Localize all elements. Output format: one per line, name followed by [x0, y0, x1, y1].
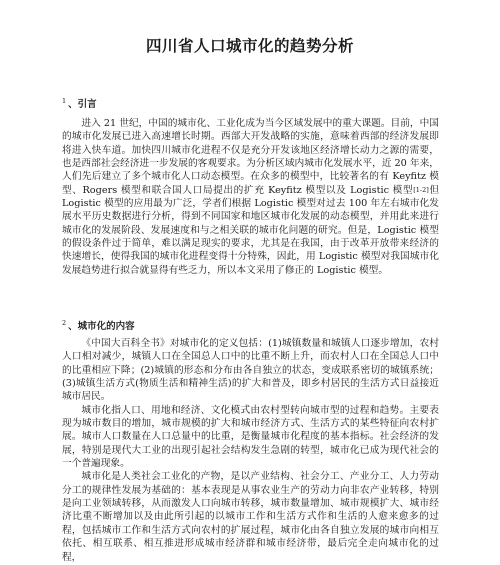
paragraph-text: 但 Logistic 模型的应用最为广泛，学者们根据 Logistic 模型对过去 100 年左右城市化发展水平历史数据进行分析，得到不同国家和地区城市化发展的动态模型，并用此来进行城市化的发展阶段、发展速度和与之相关联的城市化问题的研究。但是，Logistic 模型的假设条件过于简单，难以满足现实的要求，尤其是在我国，由于改革开放带来经济的快速增长，使得我国的城市化进程变得十分特殊，因此，用 Logistic 模型对我国城市化发展趋势进行拟合就显得有些乏力，所以本文采用了修正的 Logistic 模型。: [62, 184, 440, 276]
paragraph: 城市化指人口、用地和经济、文化模式由农村型转向城市型的过程和趋势。主要表现为城市数目的增加，城市规模的扩大和城市经济方式、生活方式的某些特征向农村扩展。城市人口数量在人口总量中的比重，是衡量城市化程度的基本指标。社会经济的发展，特别是现代大工业的出现引起社会结构发生急剧的转型，城市化已成为现代社会的一个普遍现象。: [62, 404, 439, 470]
section-number: 2: [62, 319, 67, 327]
section-heading-introduction: [62, 96, 97, 110]
paragraph: 城市化是人类社会工业化的产物，是以产业结构、社会分工、产业分工、人力劳动分工的规律性发展为基础的：基本表现是从事农业生产的劳动力向非农产业转移，特别是向工业领域转移，从而激发人口向城市转移，城市数量增加、城市规模扩大、城市经济比重不断增加以及由此所引起的以城市工作和生活方式作和生活的人愈来愈多的过程，包括城市工作和生活方式向农村的扩展过程，城市化由各自独立发展的城市向相互依托、相互联系、相互推进形成城市经济群和城市经济带，最后完全走向城市化的过程，: [62, 471, 439, 563]
section-heading-text: 、城市化的内容: [68, 321, 135, 332]
paragraph: 《中国大百科全书》对城市化的定义包括：(1)城镇数量和城镇人口逐步增加，农村人口相对减少，城镇人口在全国总人口中的比重不断上升，而农村人口在全国总人口中的比重相应下降；(2)城镇的形态和分布由各自独立的状态，变成联系密切的城镇系统；(3)城镇生活方式(物质生活和精神生活)的扩大和普及，即乡村居民的生活方式日益接近城市居民。: [62, 338, 439, 403]
citation-reference: [1-2]: [413, 185, 429, 194]
section-number: 1: [62, 97, 67, 105]
section-body-introduction: [62, 117, 439, 277]
paper-title: 四川省人口城市化的趋势分析: [145, 36, 354, 55]
section-heading-text: 、引言: [68, 99, 97, 110]
paragraph-text: 进入 21 世纪，中国的城市化、工业化成为当今区域发展中的重大课题。目前，中国的城市化发展已进入高速增长时期。西部大开发战略的实施，意味着西部的经济发展即将进入快车道。加快四川城市化进程不仅是充分开发该地区经济增长动力之源的需要，也是西部社会经济进一步发展的客观要求。为分析区域内城市化发展水平，近 20 年来，人们先后建立了多个城市化人口动态模型。在众多的模型中，比较著名的有 Keyfitz 模型、Rogers 模型和联合国人口局提出的扩充 Keyfitz 模型以及 Logistic 模型: [62, 118, 439, 196]
section-heading-urbanization-content: [62, 318, 135, 332]
paragraph: [62, 117, 439, 277]
section-body-urbanization-content: [62, 337, 439, 564]
